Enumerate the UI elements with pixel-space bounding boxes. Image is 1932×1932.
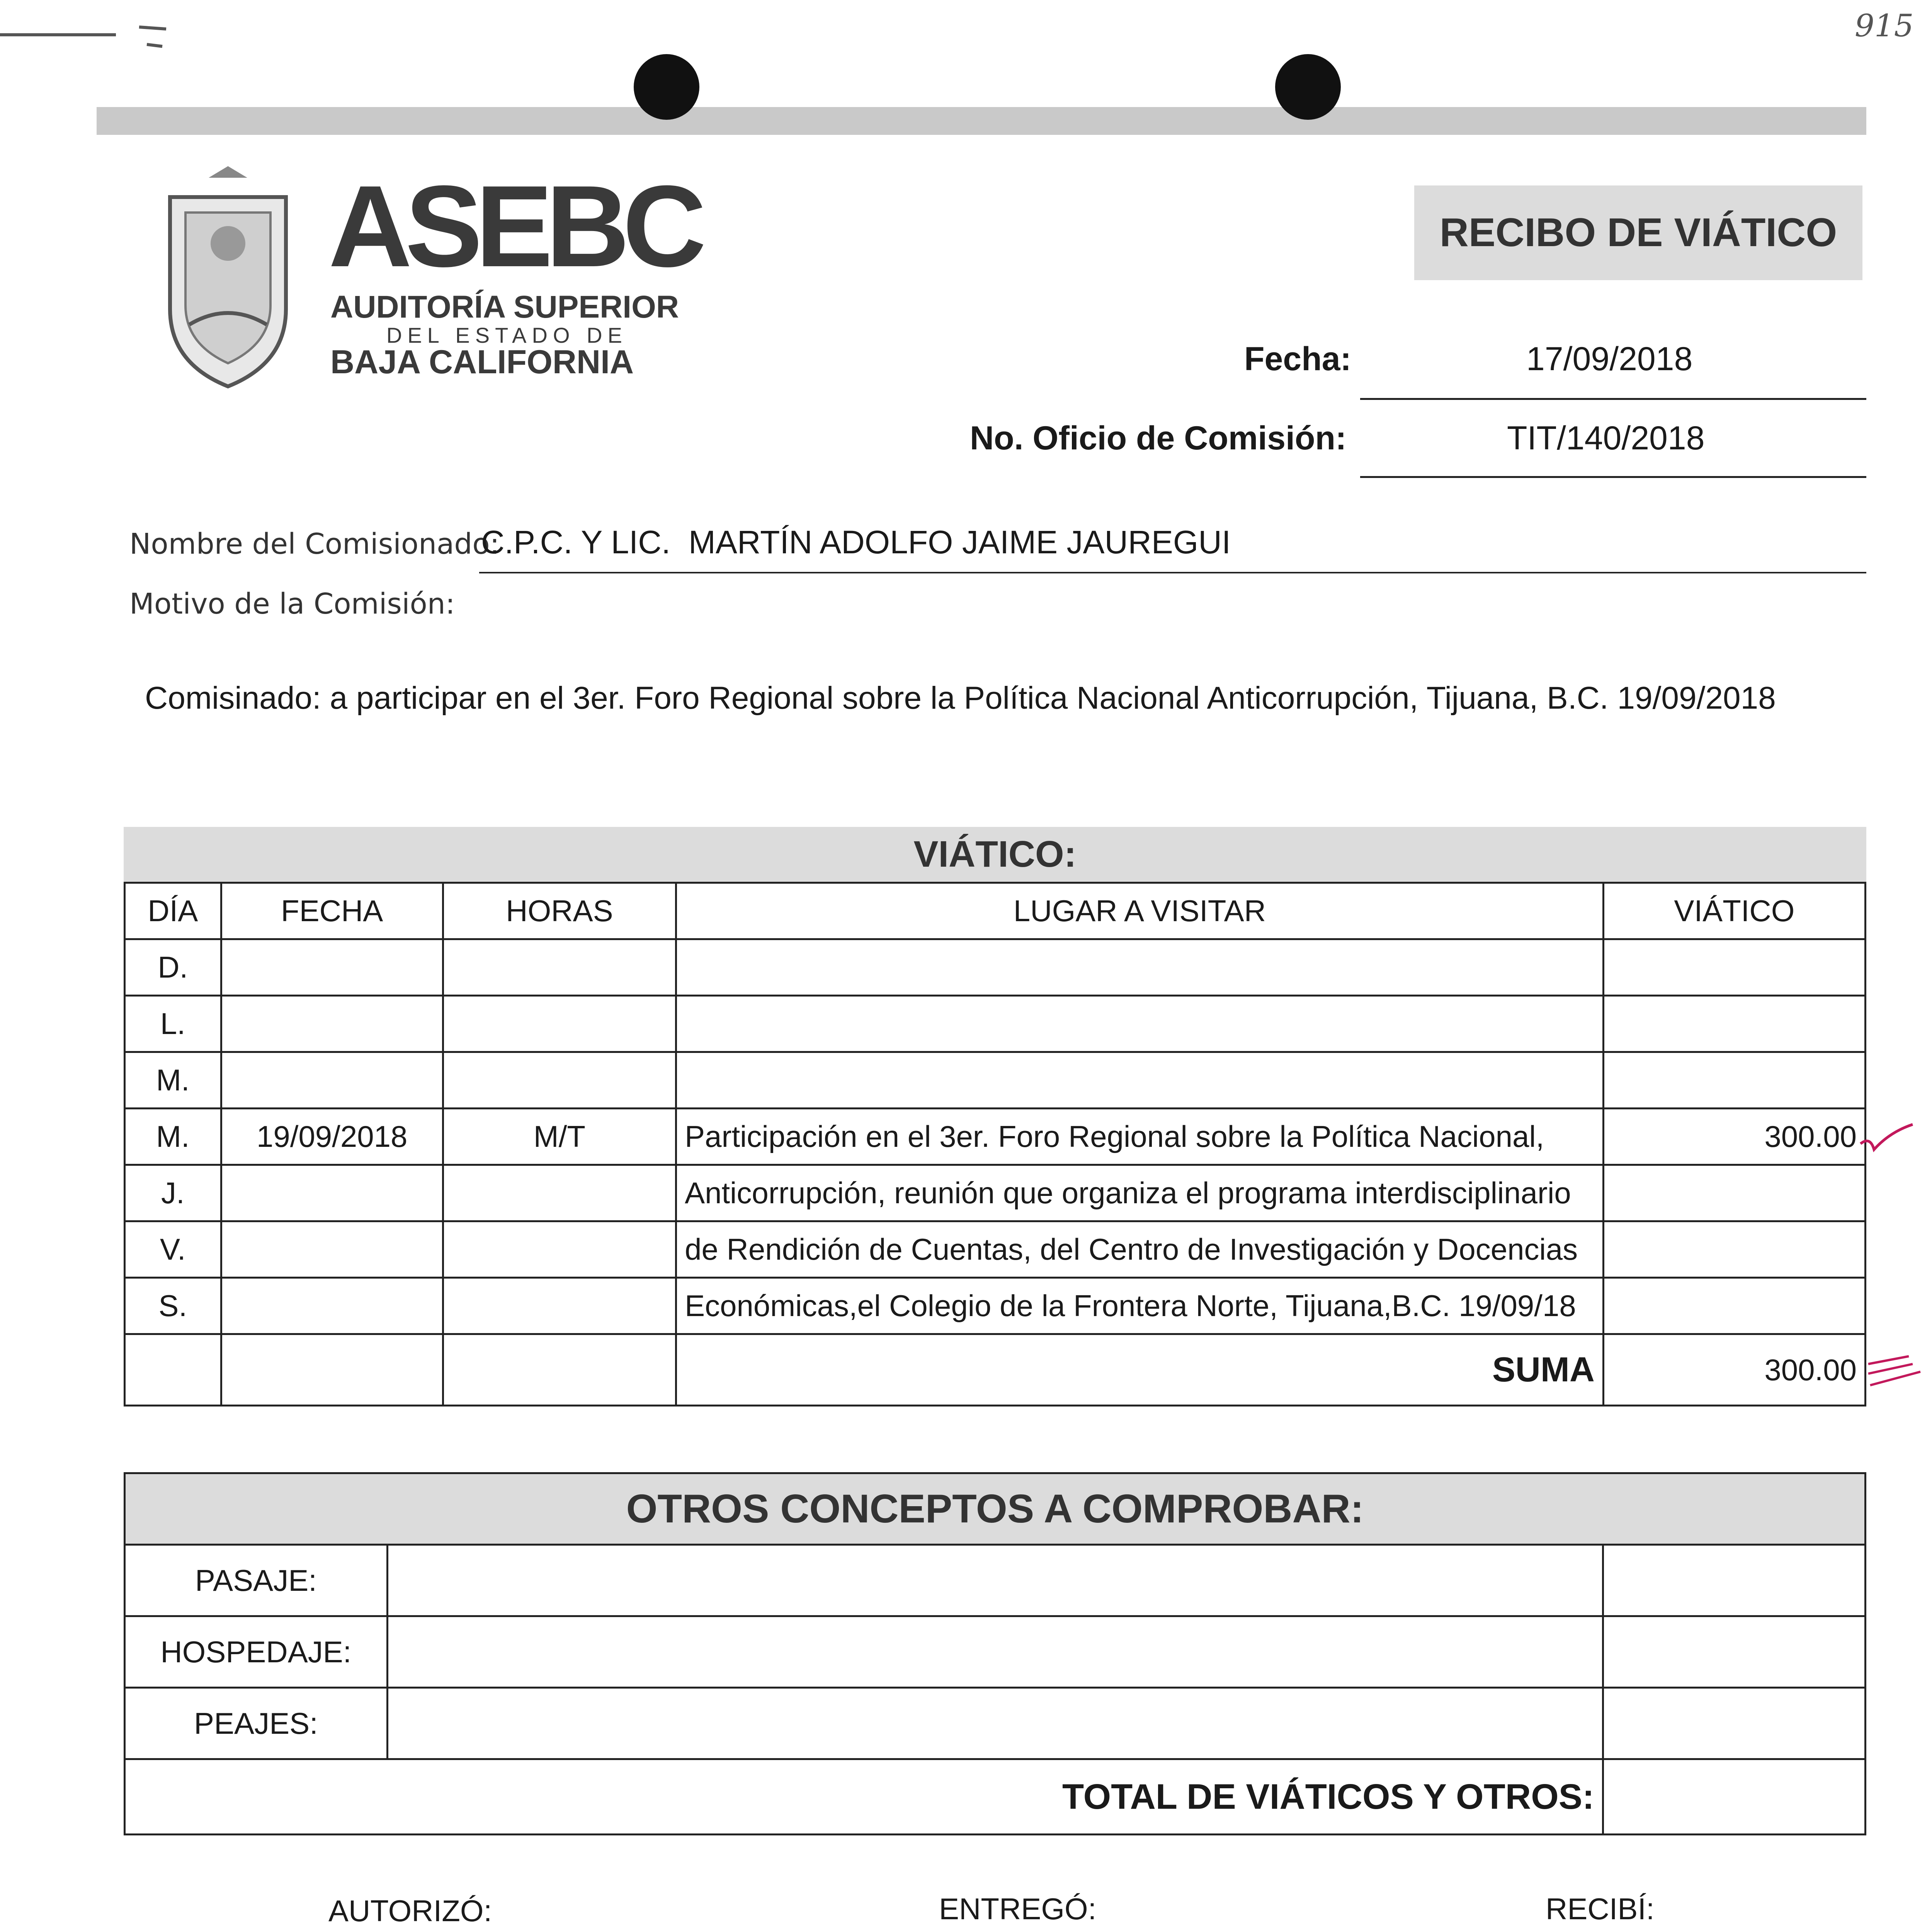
cell-empty (221, 1334, 443, 1406)
col-header-lugar: LUGAR A VISITAR (676, 883, 1604, 939)
viatico-table (124, 882, 1866, 1406)
otros-heading-row (125, 1473, 1866, 1545)
table-row (125, 1052, 1866, 1109)
cell-lugar: de Rendición de Cuentas, del Centro de Investigación y Docencias (676, 1221, 1604, 1278)
viatico-header-row (125, 883, 1866, 939)
logo-line3: BAJA CALIFORNIA (330, 344, 634, 381)
punch-hole-left (634, 54, 699, 120)
otros-amount-pasaje (1603, 1545, 1865, 1616)
table-row (125, 1545, 1866, 1616)
col-header-viatico: VIÁTICO (1603, 883, 1865, 939)
cell-viatico (1603, 1278, 1865, 1334)
otros-value-hospedaje (387, 1616, 1603, 1688)
table-row (125, 939, 1866, 996)
check-mark-suma (1866, 1352, 1924, 1395)
oficio-underline (1360, 476, 1866, 478)
role-recibi: RECIBÍ: (1546, 1892, 1655, 1926)
cell-horas (443, 996, 676, 1052)
cell-lugar (676, 996, 1604, 1052)
document-title-text: RECIBO DE VIÁTICO (1439, 210, 1837, 255)
table-row (125, 1221, 1866, 1278)
col-header-horas: HORAS (443, 883, 676, 939)
table-row (125, 996, 1866, 1052)
table-row (125, 1278, 1866, 1334)
cell-horas (443, 1221, 676, 1278)
cell-dia: D. (125, 939, 221, 996)
logo-line2: DEL ESTADO DE (386, 323, 628, 347)
logo-acronym: ASEBC (328, 161, 700, 291)
motivo-label: Motivo de la Comisión: (129, 587, 455, 621)
col-header-dia: DÍA (125, 883, 221, 939)
suma-value: 300.00 (1603, 1334, 1865, 1406)
cell-lugar: Económicas,el Colegio de la Frontera Norte, Tijuana,B.C. 19/09/18 (676, 1278, 1604, 1334)
signature-entrego (726, 1928, 1306, 1932)
otros-label-hospedaje: HOSPEDAJE: (125, 1616, 388, 1688)
oficio-value: TIT/140/2018 (1507, 420, 1705, 457)
cell-viatico (1603, 1221, 1865, 1278)
cell-lugar (676, 1052, 1604, 1109)
suma-label: SUMA (676, 1334, 1604, 1406)
cell-dia: M. (125, 1109, 221, 1165)
viatico-heading (124, 827, 1866, 882)
cell-fecha (221, 1052, 443, 1109)
cell-empty (125, 1334, 221, 1406)
otros-label-peajes: PEAJES: (125, 1688, 388, 1759)
cell-fecha: 19/09/2018 (221, 1109, 443, 1165)
cell-dia: S. (125, 1278, 221, 1334)
otros-table (124, 1472, 1866, 1835)
total-value (1603, 1759, 1865, 1835)
top-bar (97, 107, 1866, 135)
punch-hole-right (1275, 54, 1341, 120)
col-header-fecha: FECHA (221, 883, 443, 939)
cell-fecha (221, 1165, 443, 1221)
motivo-value: Comisinado: a participar en el 3er. Foro Regional sobre la Política Nacional Anticorrupción, Tijuana, B.C. 19/09/2018 (145, 680, 1776, 716)
otros-amount-peajes (1603, 1688, 1865, 1759)
fecha-underline (1360, 398, 1866, 400)
cell-viatico (1603, 1052, 1865, 1109)
table-row (125, 1688, 1866, 1759)
viatico-heading-text: VIÁTICO: (913, 833, 1077, 875)
fecha-label: Fecha: (1244, 340, 1352, 378)
suma-row (125, 1334, 1866, 1406)
cell-viatico (1603, 996, 1865, 1052)
total-row (125, 1759, 1866, 1835)
scan-corner-mark (0, 8, 178, 54)
cell-viatico (1603, 939, 1865, 996)
cell-dia: L. (125, 996, 221, 1052)
cell-horas (443, 1165, 676, 1221)
otros-value-peajes (387, 1688, 1603, 1759)
cell-lugar: Participación en el 3er. Foro Regional sobre la Política Nacional, (676, 1109, 1604, 1165)
cell-viatico (1603, 1165, 1865, 1221)
state-seal-logo (155, 162, 301, 394)
otros-amount-hospedaje (1603, 1616, 1865, 1688)
page-number: 915 (1855, 8, 1914, 44)
cell-fecha (221, 996, 443, 1052)
signature-recibi (1476, 1917, 1901, 1932)
table-row (125, 1616, 1866, 1688)
logo-line1: AUDITORÍA SUPERIOR (330, 289, 679, 325)
cell-fecha (221, 1278, 443, 1334)
fecha-value: 17/09/2018 (1526, 340, 1693, 378)
table-row (125, 1109, 1866, 1165)
table-row (125, 1165, 1866, 1221)
role-autorizo: AUTORIZÓ: (328, 1894, 492, 1928)
cell-fecha (221, 939, 443, 996)
cell-fecha (221, 1221, 443, 1278)
document-title (1414, 185, 1862, 280)
cell-dia: V. (125, 1221, 221, 1278)
cell-horas (443, 1052, 676, 1109)
total-label: TOTAL DE VIÁTICOS Y OTROS: (125, 1759, 1603, 1835)
nombre-label: Nombre del Comisionado: (129, 527, 500, 561)
nombre-value: C.P.C. Y LIC. MARTÍN ADOLFO JAIME JAUREGUI (481, 524, 1231, 560)
cell-dia: M. (125, 1052, 221, 1109)
nombre-underline (479, 572, 1866, 573)
cell-lugar: Anticorrupción, reunión que organiza el programa interdisciplinario (676, 1165, 1604, 1221)
cell-empty (443, 1334, 676, 1406)
cell-viatico: 300.00 (1603, 1109, 1865, 1165)
cell-horas: M/T (443, 1109, 676, 1165)
cell-lugar (676, 939, 1604, 996)
cell-dia: J. (125, 1165, 221, 1221)
check-mark-viatico (1859, 1121, 1917, 1159)
otros-label-pasaje: PASAJE: (125, 1545, 388, 1616)
otros-heading: OTROS CONCEPTOS A COMPROBAR: (125, 1473, 1866, 1545)
cell-horas (443, 939, 676, 996)
role-entrego: ENTREGÓ: (939, 1892, 1097, 1926)
cell-horas (443, 1278, 676, 1334)
oficio-label: No. Oficio de Comisión: (970, 420, 1347, 457)
otros-value-pasaje (387, 1545, 1603, 1616)
